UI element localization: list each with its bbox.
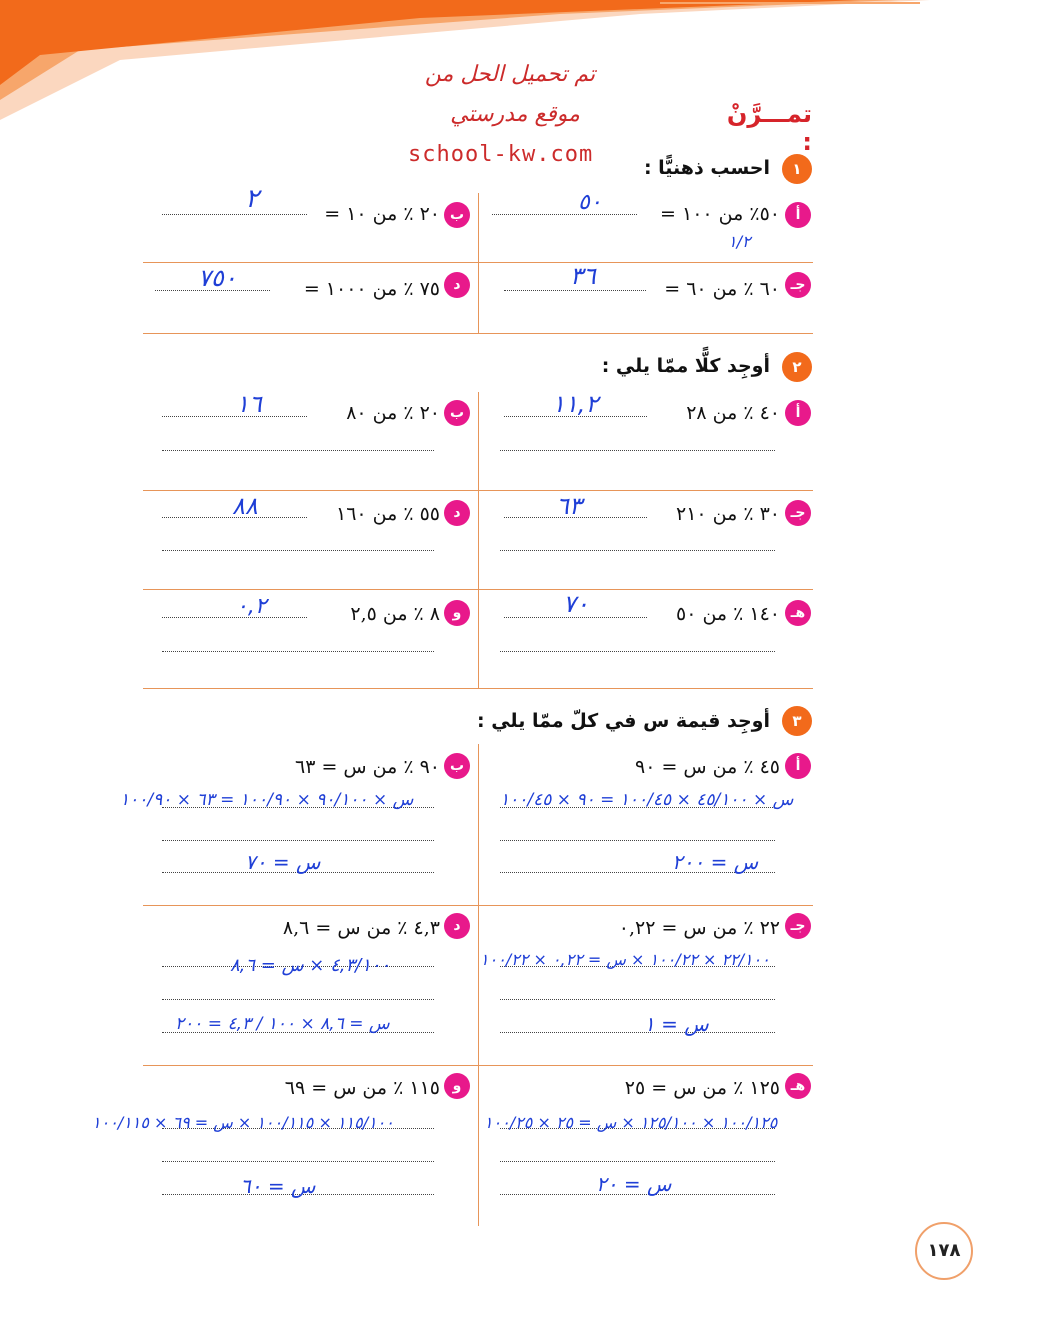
item-1a-answer-line [492,214,637,215]
section-3-row-line-1 [143,905,813,906]
item-3c-answer: س = ١ [644,1012,709,1036]
item-3b-badge: ب [444,753,470,779]
item-2d-expression: ٥٥ ٪ من ١٦٠ [335,503,440,525]
item-2a-work-line [500,450,775,451]
item-2a-expression: ٤٠ ٪ من ٢٨ [686,402,780,424]
item-1d-answer: ٧٥٠ [198,264,237,292]
item-1a-badge: أ [785,202,811,228]
item-2e-expression: ١٤٠ ٪ من ٥٠ [675,603,780,625]
section-1-number: ١ [782,154,812,184]
item-2b-badge: ب [444,400,470,426]
item-2c-work-line [500,550,775,551]
item-2e-answer: ٧٠ [563,590,589,618]
item-3a-work: س × ٤٥/١٠٠ × ١٠٠/٤٥ = ٩٠ × ١٠٠/٤٥ [500,790,794,810]
item-2e-badge: هـ [785,600,811,626]
item-3f-answer: س = ٦٠ [240,1174,316,1198]
item-3c-line-3 [500,1032,775,1033]
section-1-title: احسب ذهنيًّا : [643,157,770,179]
page-number: ١٧٨ [915,1222,973,1280]
item-3c-work: ٢٢/١٠٠ × ١٠٠/٢٢ × س = ٠,٢٢ × ١٠٠/٢٢ [480,950,770,969]
item-3b-answer: س = ٧٠ [245,850,321,874]
item-1b-answer-line [162,214,307,215]
item-1d-badge: د [444,272,470,298]
section-3-title: أوجِد قيمة س في كلّ ممّا يلي : [477,710,770,732]
item-3f-line-2 [162,1161,434,1162]
item-3b-line-2 [162,840,434,841]
stamp-line-1: تم تحميل الحل من [424,62,596,87]
section-2-row-line-2 [143,589,813,590]
section-1-row-line [143,262,813,263]
item-3a-answer: س = ٢٠٠ [672,850,759,874]
item-3c-expression: ٢٢ ٪ من س = ٠,٢٢ [618,917,780,939]
item-2e-work-line [500,651,775,652]
item-3f-badge: و [444,1073,470,1099]
item-2c-badge: جـ [785,500,811,526]
section-2-number: ٢ [782,352,812,382]
item-3a-expression: ٤٥ ٪ من س = ٩٠ [634,756,780,778]
item-3a-badge: أ [785,753,811,779]
stamp-line-2: موقع مدرستي [450,102,580,127]
item-2f-expression: ٨ ٪ من ٢,٥ [350,603,440,625]
item-1c-badge: جـ [785,272,811,298]
item-2f-answer-line [162,617,307,618]
item-2d-work-line [162,550,434,551]
item-1a-expression: ٥٠٪ من ١٠٠ = [660,203,780,225]
item-1c-answer-line [504,290,646,291]
item-1b-expression: ٢٠ ٪ من ١٠ = [324,203,440,225]
section-3-row-line-2 [143,1065,813,1066]
item-3e-expression: ١٢٥ ٪ من س = ٢٥ [624,1077,780,1099]
page-title: تمـــرَّنْ : [726,100,812,156]
item-3e-line-2 [500,1161,775,1162]
item-1b-answer: ٢ [245,184,259,214]
section-2-divider [478,392,479,688]
section-2-bottom-line [143,688,813,689]
item-2d-answer: ٨٨ [232,492,258,520]
section-3-divider [478,744,479,1226]
item-2b-answer-line [162,416,307,417]
item-2f-work-line [162,651,434,652]
item-2d-badge: د [444,500,470,526]
item-3c-badge: جـ [785,913,811,939]
item-1c-expression: ٦٠ ٪ من ٦٠ = [664,278,780,300]
item-2b-work-line [162,450,434,451]
item-1c-answer: ٣٦ [570,262,596,290]
item-2f-answer: ٠,٢ [236,594,267,619]
item-2b-answer: ١٦ [236,390,262,418]
item-1a-answer: ٥٠ [578,190,602,215]
item-3f-work: ١١٥/١٠٠ × ١٠٠/١١٥ × س = ٦٩ × ١٠٠/١١٥ [92,1113,394,1132]
item-2f-badge: و [444,600,470,626]
item-2a-badge: أ [785,400,811,426]
item-3b-expression: ٩٠ ٪ من س = ٦٣ [294,756,440,778]
item-3f-expression: ١١٥ ٪ من س = ٦٩ [284,1077,440,1099]
section-1-divider [478,193,479,333]
section-3-number: ٣ [782,706,812,736]
item-1d-expression: ٧٥ ٪ من ١٠٠٠ = [303,278,440,300]
item-3e-work: ١٠٠/١٢٥ × ١٢٥/١٠٠ × س = ٢٥ × ١٠٠/٢٥ [484,1113,778,1132]
item-3d-work-2: س = ٨,٦ × ١٠٠ / ٤,٣ = ٢٠٠ [175,1014,390,1034]
item-1a-note: ١/٢ [728,232,751,251]
section-2-title: أوجِد كلًّا ممّا يلي : [601,355,770,377]
item-2b-expression: ٢٠ ٪ من ٨٠ [346,402,440,424]
section-1-bottom-line [143,333,813,334]
stamp-line-3: school-kw.com [408,142,594,167]
section-2-row-line-1 [143,490,813,491]
item-3e-badge: هـ [785,1073,811,1099]
item-2a-answer: ١١,٢ [552,390,599,418]
item-2c-expression: ٣٠ ٪ من ٢١٠ [675,503,780,525]
item-3d-expression: ٤,٣ ٪ من س = ٨,٦ [282,917,440,939]
item-2c-answer: ٦٣ [556,492,582,520]
item-3c-line-2 [500,999,775,1000]
item-1b-badge: ب [444,202,470,228]
item-3d-badge: د [444,913,470,939]
item-3d-work: ٤,٣/١٠٠ × س = ٨,٦ [230,955,391,976]
item-3e-answer: س = ٢٠ [596,1172,672,1196]
item-3a-line-2 [500,840,775,841]
item-3d-line-2 [162,999,434,1000]
item-3b-work: س × ٩٠/١٠٠ × ١٠٠/٩٠ = ٦٣ × ١٠٠/٩٠ [120,790,414,810]
